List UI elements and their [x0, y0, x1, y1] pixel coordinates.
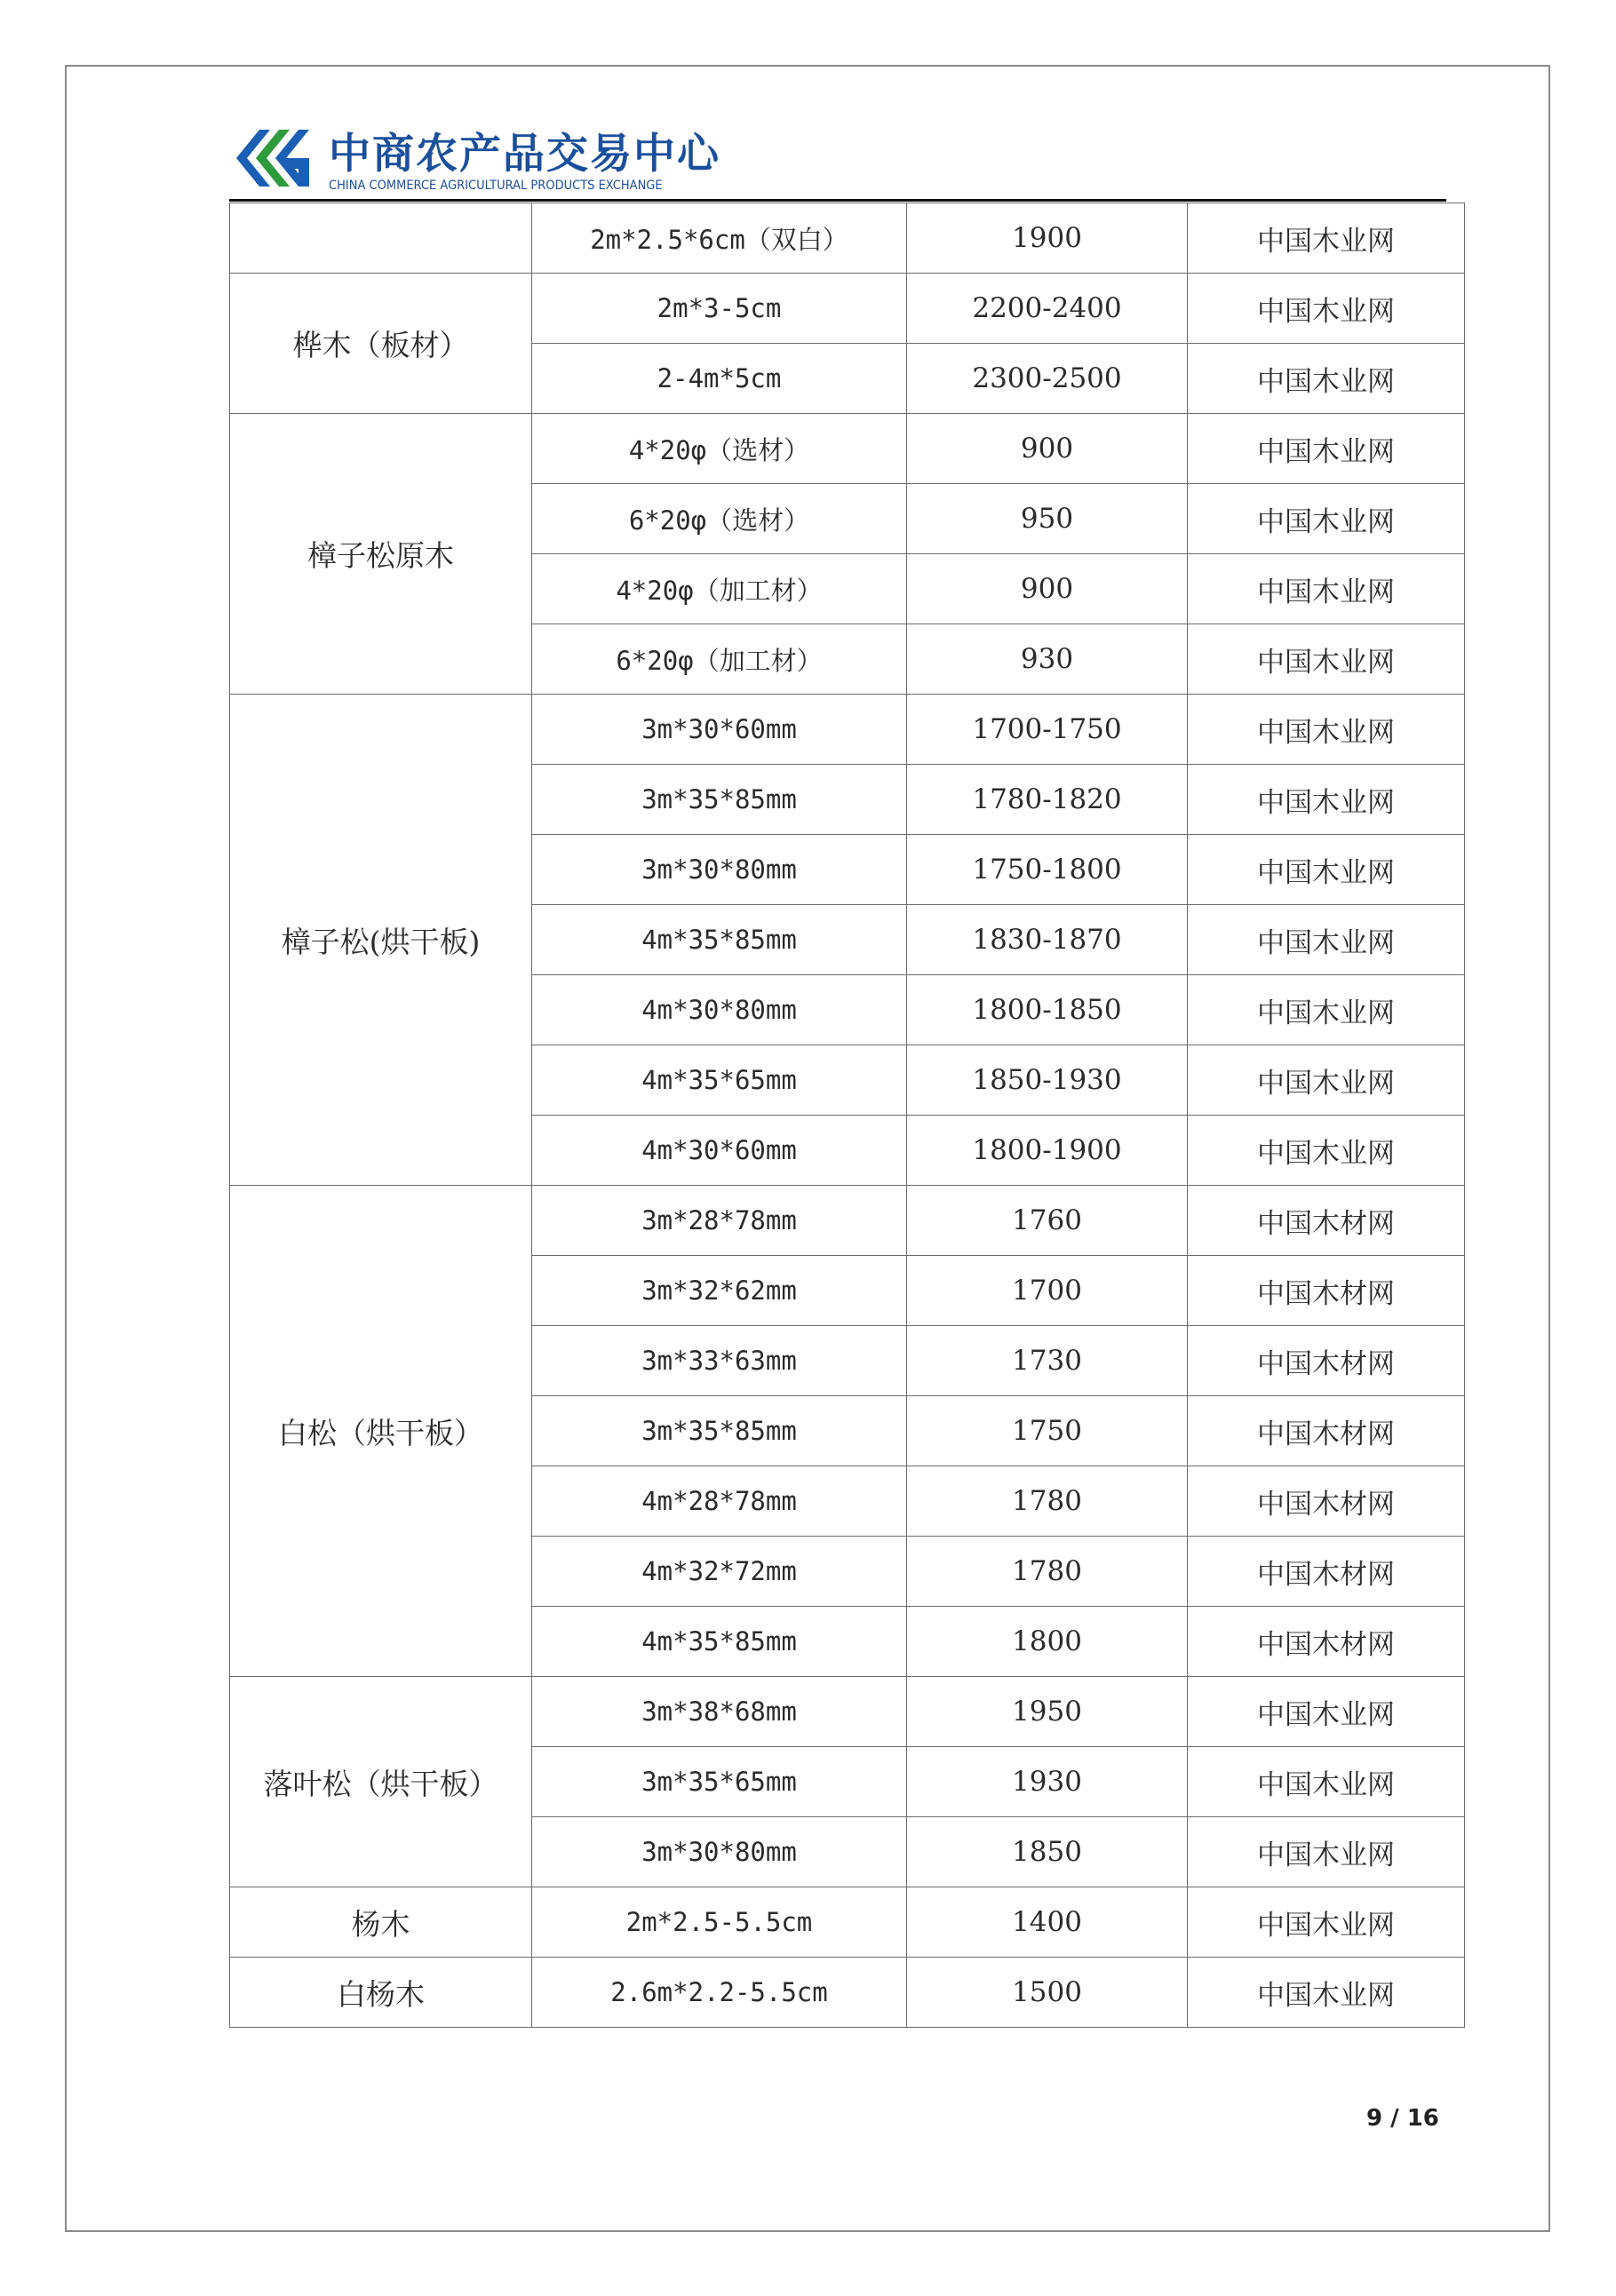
price-cell: 1850-1930	[907, 1045, 1188, 1116]
spec-cell: 4m*30*60mm	[532, 1116, 907, 1186]
table-row	[230, 203, 1465, 274]
price-cell: 1780-1820	[907, 765, 1188, 835]
logo-title: 中商农产品交易中心	[329, 130, 720, 179]
table-row	[230, 414, 1465, 484]
source-cell: 中国木材网	[1188, 1396, 1465, 1466]
price-cell: 1750	[907, 1396, 1188, 1466]
source-cell: 中国木业网	[1188, 835, 1465, 905]
price-cell: 2200-2400	[907, 274, 1188, 344]
spec-cell: 3m*30*80mm	[532, 1817, 907, 1887]
spec-cell: 3m*30*60mm	[532, 695, 907, 765]
source-cell: 中国木业网	[1188, 624, 1465, 695]
table-row	[230, 1887, 1465, 1958]
spec-cell: 3m*35*85mm	[532, 765, 907, 835]
source-cell: 中国木业网	[1188, 765, 1465, 835]
header	[229, 114, 1446, 203]
category-cell: 杨木	[230, 1887, 532, 1958]
price-table	[229, 203, 1465, 2028]
price-table-body	[230, 203, 1465, 2028]
spec-cell: 2m*2.5*6cm（双白）	[532, 203, 907, 274]
spec-cell: 4m*35*65mm	[532, 1045, 907, 1116]
category-cell: 白杨木	[230, 1958, 532, 2028]
source-cell: 中国木材网	[1188, 1256, 1465, 1326]
price-cell: 900	[907, 414, 1188, 484]
category-cell: 落叶松（烘干板）	[230, 1677, 532, 1887]
price-cell: 1700	[907, 1256, 1188, 1326]
spec-cell: 3m*30*80mm	[532, 835, 907, 905]
price-cell: 1760	[907, 1186, 1188, 1256]
category-cell	[230, 203, 532, 274]
price-cell: 1800-1900	[907, 1116, 1188, 1186]
source-cell: 中国木业网	[1188, 1045, 1465, 1116]
source-cell: 中国木业网	[1188, 1887, 1465, 1958]
source-cell: 中国木业网	[1188, 484, 1465, 554]
source-cell: 中国木业网	[1188, 1116, 1465, 1186]
price-cell: 1780	[907, 1466, 1188, 1537]
category-cell: 樟子松原木	[230, 414, 532, 695]
cag-logo-icon	[229, 123, 318, 194]
spec-cell: 3m*35*85mm	[532, 1396, 907, 1466]
spec-cell: 2-4m*5cm	[532, 344, 907, 414]
price-cell: 950	[907, 484, 1188, 554]
price-cell: 1750-1800	[907, 835, 1188, 905]
spec-cell: 6*20φ（选材）	[532, 484, 907, 554]
table-row	[230, 1958, 1465, 2028]
table-row	[230, 1186, 1465, 1256]
spec-cell: 3m*38*68mm	[532, 1677, 907, 1747]
spec-cell: 6*20φ（加工材）	[532, 624, 907, 695]
spec-cell: 2.6m*2.2-5.5cm	[532, 1958, 907, 2028]
source-cell: 中国木材网	[1188, 1186, 1465, 1256]
price-cell: 900	[907, 554, 1188, 624]
price-cell: 930	[907, 624, 1188, 695]
spec-cell: 3m*28*78mm	[532, 1186, 907, 1256]
price-cell: 1830-1870	[907, 905, 1188, 975]
source-cell: 中国木材网	[1188, 1607, 1465, 1677]
spec-cell: 4m*28*78mm	[532, 1466, 907, 1537]
spec-cell: 2m*2.5-5.5cm	[532, 1887, 907, 1958]
source-cell: 中国木材网	[1188, 1466, 1465, 1537]
category-cell: 白松（烘干板）	[230, 1186, 532, 1677]
price-cell: 1500	[907, 1958, 1188, 2028]
spec-cell: 4m*35*85mm	[532, 905, 907, 975]
table-row	[230, 695, 1465, 765]
source-cell: 中国木业网	[1188, 344, 1465, 414]
source-cell: 中国木业网	[1188, 414, 1465, 484]
price-cell: 1400	[907, 1887, 1188, 1958]
source-cell: 中国木材网	[1188, 1537, 1465, 1607]
spec-cell: 2m*3-5cm	[532, 274, 907, 344]
logo-subtitle: CHINA COMMERCE AGRICULTURAL PRODUCTS EXCHANGE	[329, 179, 663, 193]
table-row	[230, 1677, 1465, 1747]
source-cell: 中国木业网	[1188, 1747, 1465, 1817]
price-cell: 1700-1750	[907, 695, 1188, 765]
spec-cell: 4*20φ（加工材）	[532, 554, 907, 624]
spec-cell: 4m*30*80mm	[532, 975, 907, 1045]
spec-cell: 4*20φ（选材）	[532, 414, 907, 484]
price-cell: 1800-1850	[907, 975, 1188, 1045]
category-cell: 桦木（板材）	[230, 274, 532, 414]
price-cell: 1850	[907, 1817, 1188, 1887]
price-cell: 1780	[907, 1537, 1188, 1607]
spec-cell: 3m*35*65mm	[532, 1747, 907, 1817]
spec-cell: 4m*32*72mm	[532, 1537, 907, 1607]
page-number: 9 / 16	[1366, 2105, 1439, 2132]
price-cell: 1950	[907, 1677, 1188, 1747]
source-cell: 中国木业网	[1188, 1677, 1465, 1747]
source-cell: 中国木业网	[1188, 1958, 1465, 2028]
source-cell: 中国木材网	[1188, 1326, 1465, 1396]
source-cell: 中国木业网	[1188, 975, 1465, 1045]
source-cell: 中国木业网	[1188, 1817, 1465, 1887]
spec-cell: 3m*32*62mm	[532, 1256, 907, 1326]
header-divider	[229, 199, 1446, 202]
price-cell: 1900	[907, 203, 1188, 274]
spec-cell: 4m*35*85mm	[532, 1607, 907, 1677]
source-cell: 中国木业网	[1188, 695, 1465, 765]
category-cell: 樟子松(烘干板)	[230, 695, 532, 1186]
price-cell: 1800	[907, 1607, 1188, 1677]
price-cell: 1930	[907, 1747, 1188, 1817]
price-cell: 1730	[907, 1326, 1188, 1396]
spec-cell: 3m*33*63mm	[532, 1326, 907, 1396]
price-cell: 2300-2500	[907, 344, 1188, 414]
table-row	[230, 274, 1465, 344]
source-cell: 中国木业网	[1188, 905, 1465, 975]
source-cell: 中国木业网	[1188, 203, 1465, 274]
source-cell: 中国木业网	[1188, 274, 1465, 344]
source-cell: 中国木业网	[1188, 554, 1465, 624]
